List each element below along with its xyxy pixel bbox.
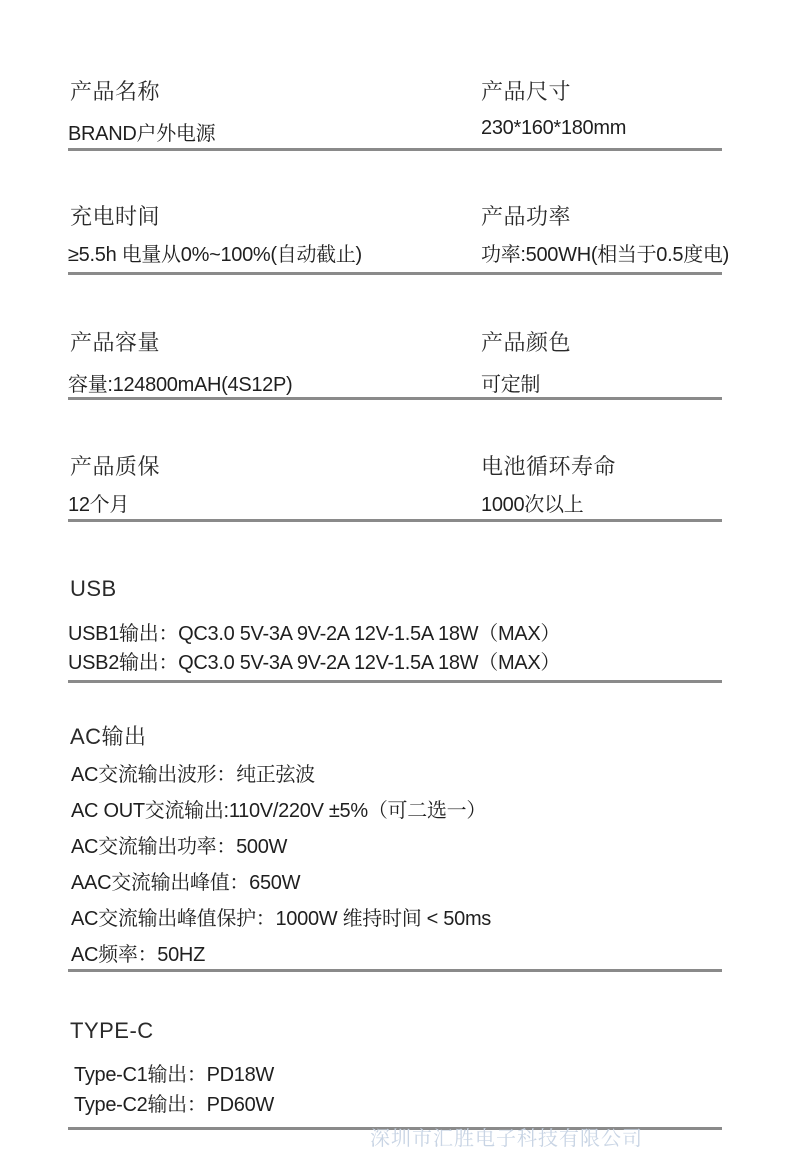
ac-line: AAC交流输出峰值：650W bbox=[71, 872, 301, 894]
watermark: 深圳市汇胜电子科技有限公司 bbox=[370, 1128, 643, 1150]
spec-label-cycle-life: 电池循环寿命 bbox=[481, 454, 617, 479]
spec-label-product-name: 产品名称 bbox=[70, 79, 161, 104]
divider bbox=[68, 519, 722, 522]
ac-line: AC OUT交流输出:110V/220V ±5%（可二选一） bbox=[71, 800, 487, 822]
divider bbox=[68, 397, 722, 400]
spec-label-color: 产品颜色 bbox=[481, 330, 572, 355]
typec-line: Type-C1输出：PD18W bbox=[74, 1064, 274, 1086]
spec-value-product-name: BRAND户外电源 bbox=[68, 123, 216, 145]
ac-line: AC交流输出峰值保护：1000W 维持时间 < 50ms bbox=[71, 908, 492, 930]
spec-value-capacity: 容量:124800mAH(4S12P) bbox=[68, 374, 293, 396]
spec-label-product-power: 产品功率 bbox=[481, 204, 572, 229]
typec-line: Type-C2输出：PD60W bbox=[74, 1094, 274, 1116]
spec-label-capacity: 产品容量 bbox=[70, 330, 161, 355]
section-title-typec: TYPE-C bbox=[70, 1018, 154, 1043]
spec-label-product-size: 产品尺寸 bbox=[481, 79, 572, 104]
spec-value-product-power: 功率:500WH(相当于0.5度电) bbox=[481, 244, 729, 266]
divider bbox=[68, 148, 722, 151]
ac-line: AC频率：50HZ bbox=[71, 944, 205, 966]
ac-line: AC交流输出功率：500W bbox=[71, 836, 288, 858]
divider bbox=[68, 680, 722, 683]
ac-line: AC交流输出波形：纯正弦波 bbox=[71, 764, 315, 786]
spec-value-warranty: 12个月 bbox=[68, 494, 130, 516]
divider bbox=[68, 272, 722, 275]
spec-value-color: 可定制 bbox=[481, 374, 541, 396]
section-title-usb: USB bbox=[70, 576, 117, 601]
usb-line: USB1输出：QC3.0 5V-3A 9V-2A 12V-1.5A 18W（MAX） bbox=[68, 623, 561, 645]
spec-value-product-size: 230*160*180mm bbox=[481, 117, 627, 139]
usb-line: USB2输出：QC3.0 5V-3A 9V-2A 12V-1.5A 18W（MAX） bbox=[68, 652, 561, 674]
spec-value-charge-time: ≥5.5h 电量从0%~100%(自动截止) bbox=[68, 244, 362, 266]
section-title-ac: AC输出 bbox=[70, 724, 147, 749]
spec-label-charge-time: 充电时间 bbox=[70, 204, 161, 229]
spec-value-cycle-life: 1000次以上 bbox=[481, 494, 584, 516]
spec-label-warranty: 产品质保 bbox=[70, 454, 161, 479]
divider bbox=[68, 969, 722, 972]
